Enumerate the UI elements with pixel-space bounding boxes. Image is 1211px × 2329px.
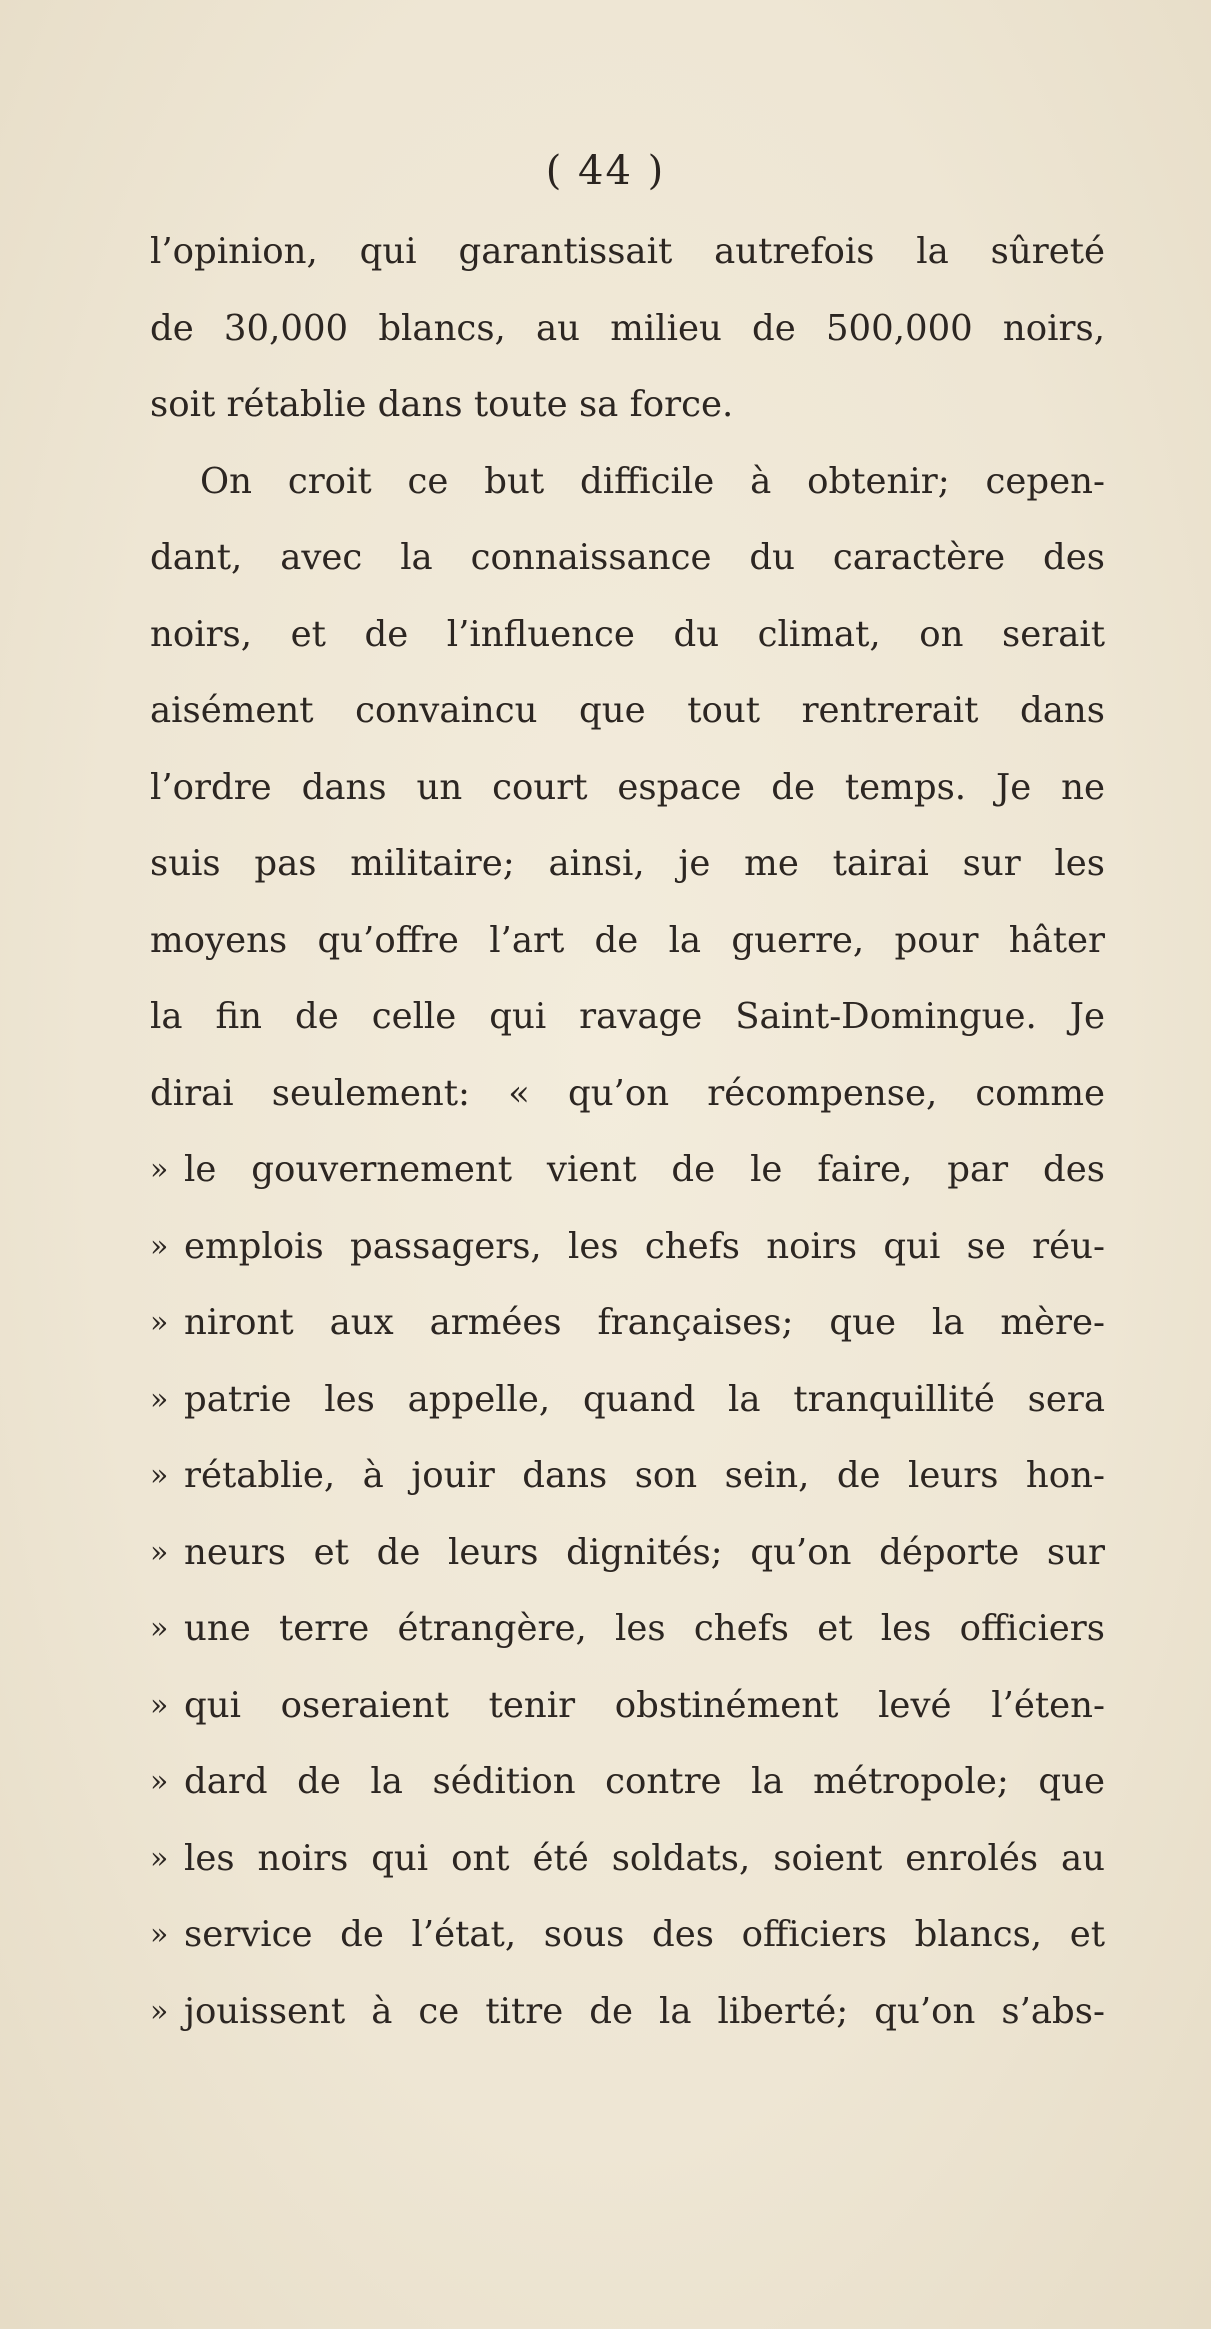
body-text	[150, 214, 1105, 2050]
text-line: soit rétablie dans toute sa force.	[150, 384, 734, 425]
quoted-text: jouissent à ce titre de la liberté; qu’on s’abs-	[184, 1990, 1105, 2032]
text-line: la fin de celle qui ravage Saint-Domingue. Je	[150, 996, 1105, 1037]
guillemet-mark: »	[150, 1228, 169, 1264]
guillemet-mark: »	[150, 1305, 169, 1340]
quoted-text: les noirs qui ont été soldats, soient enrolés au	[184, 1837, 1105, 1879]
quoted-text: dard de la sédition contre la métropole; que	[184, 1761, 1105, 1802]
quoted-text: service de l’état, sous des officiers blancs, et	[184, 1914, 1105, 1955]
quoted-text: neurs et de leurs dignités; qu’on déporte sur	[184, 1531, 1105, 1573]
quoted-text: patrie les appelle, quand la tranquillité sera	[184, 1378, 1105, 1420]
guillemet-mark: »	[150, 1840, 169, 1876]
text-line: l’ordre dans un court espace de temps. Je ne	[150, 766, 1105, 808]
text-line: dant, avec la connaissance du caractère des	[150, 537, 1105, 578]
quoted-line	[150, 1744, 1105, 1821]
quoted-line	[150, 1285, 1105, 1362]
guillemet-mark: »	[150, 1611, 169, 1646]
text-line: l’opinion, qui garantissait autrefois la sûreté	[150, 231, 1105, 272]
guillemet-mark: »	[150, 1993, 169, 2029]
quoted-text: rétablie, à jouir dans son sein, de leurs hon-	[184, 1455, 1105, 1496]
quoted-line	[150, 1668, 1105, 1745]
quoted-line	[150, 1821, 1105, 1898]
guillemet-mark: »	[150, 1534, 169, 1570]
text-line: On croit ce but difficile à obtenir; cepen-	[200, 460, 1105, 502]
guillemet-mark: »	[150, 1381, 169, 1417]
guillemet-mark: »	[150, 1687, 169, 1723]
page-number: ( 44 )	[545, 148, 666, 194]
quoted-line	[150, 1897, 1105, 1974]
quoted-line	[150, 1132, 1105, 1209]
quoted-line	[150, 1209, 1105, 1286]
text-line: aisément convaincu que tout rentrerait dans	[150, 690, 1105, 731]
quoted-text: une terre étrangère, les chefs et les officiers	[184, 1608, 1105, 1649]
quoted-line	[150, 1362, 1105, 1439]
text-line: noirs, et de l’influence du climat, on serait	[150, 613, 1105, 655]
quoted-line	[150, 1974, 1105, 2051]
guillemet-mark: »	[150, 1917, 169, 1952]
quoted-line	[150, 1591, 1105, 1668]
guillemet-mark: »	[150, 1152, 169, 1187]
quoted-line	[150, 1438, 1105, 1515]
quoted-text: niront aux armées françaises; que la mère-	[184, 1302, 1105, 1343]
quoted-line	[150, 1515, 1105, 1592]
guillemet-mark: »	[150, 1764, 169, 1799]
text-line: dirai seulement: « qu’on récompense, comme	[150, 1072, 1105, 1114]
quoted-text: emplois passagers, les chefs noirs qui se réu-	[184, 1225, 1105, 1267]
text-line: suis pas militaire; ainsi, je me tairai sur les	[150, 843, 1105, 884]
guillemet-mark: »	[150, 1458, 169, 1493]
text-line: moyens qu’offre l’art de la guerre, pour hâter	[150, 919, 1105, 961]
quoted-text: le gouvernement vient de le faire, par des	[184, 1149, 1105, 1190]
text-line: de 30,000 blancs, au milieu de 500,000 noirs,	[150, 307, 1105, 349]
quoted-text: qui oseraient tenir obstinément levé l’éten-	[184, 1684, 1105, 1726]
